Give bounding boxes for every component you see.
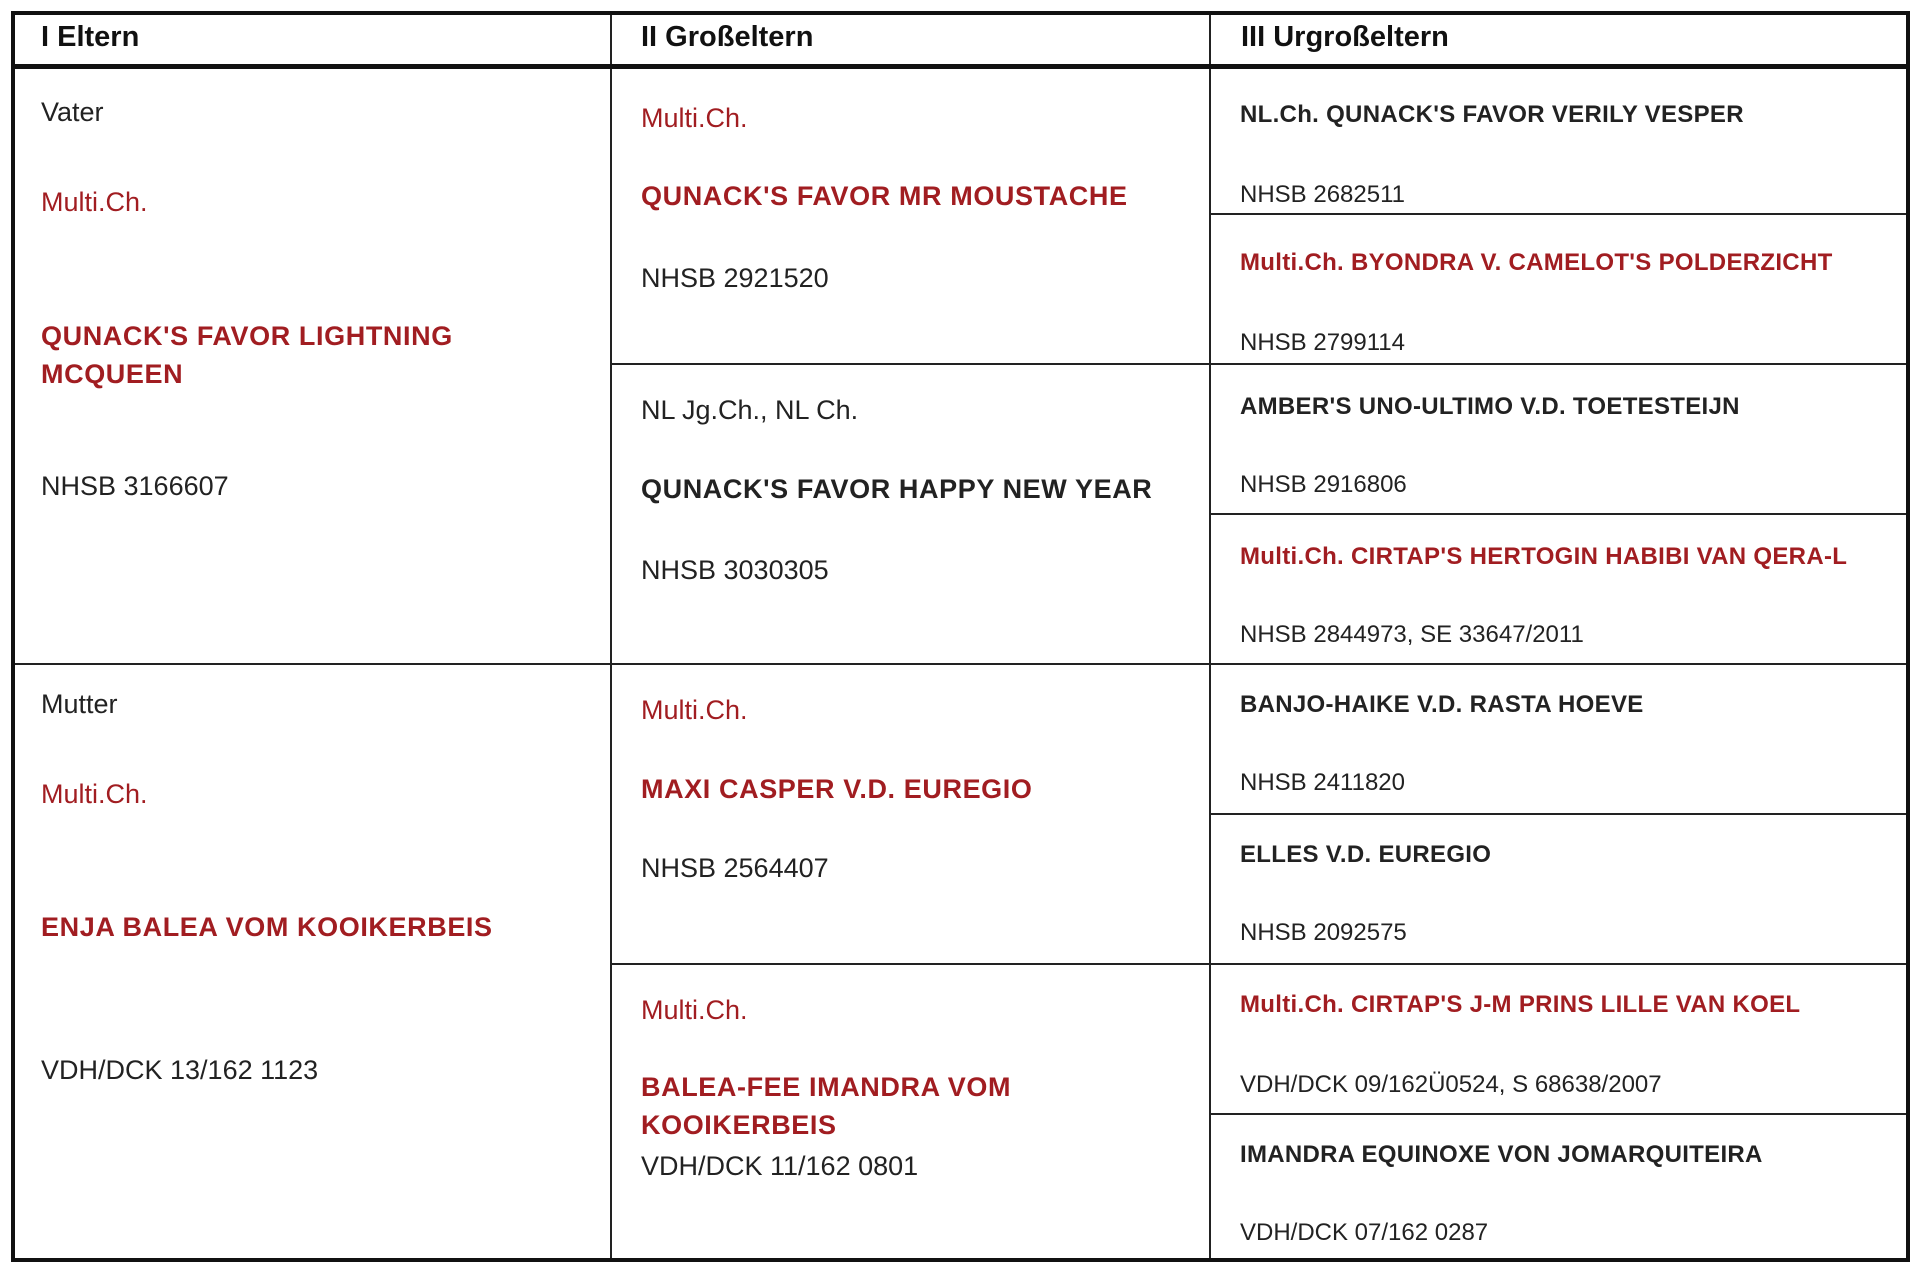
parent-role: Vater: [41, 97, 104, 127]
grandparent-registration: VDH/DCK 11/162 0801: [641, 1151, 919, 1181]
grandparent-title: Multi.Ch.: [641, 695, 748, 725]
title-prefix: Multi.Ch.: [1240, 543, 1345, 570]
great-grandparent-registration: NHSB 2682511: [1240, 181, 1405, 208]
parent-title: Multi.Ch.: [41, 779, 148, 809]
great-grandparent-name: Multi.Ch. CIRTAP'S J-M PRINS LILLE VAN KOEL: [1240, 991, 1801, 1018]
grandparent-name: MAXI CASPER V.D. EUREGIO: [641, 774, 1033, 804]
pedigree-table: [11, 11, 1910, 1262]
grandparent-cell: [612, 965, 1209, 1262]
parent-name: QUNACK'S FAVOR LIGHTNING MCQUEEN: [41, 321, 453, 389]
great-grandparent-cell: [1211, 965, 1906, 1113]
header-eltern: I Eltern: [41, 21, 140, 53]
parent-cell-vater: [15, 69, 610, 663]
great-grandparent-name: ELLES V.D. EUREGIO: [1240, 841, 1492, 868]
great-grandparent-registration: NHSB 2092575: [1240, 919, 1407, 946]
great-grandparent-cell: [1211, 815, 1906, 963]
parent-registration: VDH/DCK 13/162 1123: [41, 1055, 319, 1085]
great-grandparent-cell: [1211, 665, 1906, 813]
grandparent-registration: NHSB 2921520: [641, 263, 829, 293]
parent-title: Multi.Ch.: [41, 187, 148, 217]
grandparent-name: QUNACK'S FAVOR MR MOUSTACHE: [641, 181, 1128, 211]
great-grandparent-name: NL.Ch. QUNACK'S FAVOR VERILY VESPER: [1240, 101, 1744, 128]
parent-role: Mutter: [41, 689, 118, 719]
parent-name: ENJA BALEA VOM KOOIKERBEIS: [41, 912, 493, 942]
grandparent-cell: [612, 69, 1209, 363]
great-grandparent-registration: NHSB 2799114: [1240, 329, 1405, 356]
grandparent-title: Multi.Ch.: [641, 995, 748, 1025]
grandparent-name: BALEA-FEE IMANDRA VOM KOOIKERBEIS: [641, 1072, 1012, 1140]
grandparent-registration: NHSB 2564407: [641, 853, 829, 883]
grandparent-name: QUNACK'S FAVOR HAPPY NEW YEAR: [641, 474, 1153, 504]
great-grandparent-cell: [1211, 69, 1906, 213]
grandparent-cell: [612, 665, 1209, 963]
parent-cell-mutter: [15, 665, 610, 1262]
great-grandparent-registration: NHSB 2411820: [1240, 769, 1405, 796]
great-grandparent-registration: VDH/DCK 07/162 0287: [1240, 1219, 1489, 1246]
great-grandparent-name: AMBER'S UNO-ULTIMO V.D. TOETESTEIJN: [1240, 393, 1740, 420]
great-grandparent-registration: NHSB 2844973, SE 33647/2011: [1240, 621, 1584, 648]
grandparent-registration: NHSB 3030305: [641, 555, 829, 585]
great-grandparent-name: IMANDRA EQUINOXE VON JOMARQUITEIRA: [1240, 1141, 1763, 1168]
parent-registration: NHSB 3166607: [41, 471, 229, 501]
great-grandparent-registration: VDH/DCK 09/162Ü0524, S 68638/2007: [1240, 1071, 1662, 1098]
grandparent-title: NL Jg.Ch., NL Ch.: [641, 395, 859, 425]
header-urgrosseltern: III Urgroßeltern: [1241, 21, 1449, 53]
great-grandparent-name: Multi.Ch. BYONDRA V. CAMELOT'S POLDERZICHT: [1240, 249, 1833, 276]
grandparent-title: Multi.Ch.: [641, 103, 748, 133]
title-prefix: Multi.Ch.: [1240, 991, 1345, 1018]
great-grandparent-name: Multi.Ch. CIRTAP'S HERTOGIN HABIBI VAN QERA-L: [1240, 543, 1848, 570]
header-grosseltern: II Großeltern: [641, 21, 814, 53]
great-grandparent-registration: NHSB 2916806: [1240, 471, 1407, 498]
great-grandparent-cell: [1211, 365, 1906, 513]
grandparent-cell: [612, 365, 1209, 663]
great-grandparent-cell: [1211, 515, 1906, 663]
great-grandparent-name: BANJO-HAIKE V.D. RASTA HOEVE: [1240, 691, 1644, 718]
title-prefix: Multi.Ch.: [1240, 249, 1345, 276]
great-grandparent-cell: [1211, 1115, 1906, 1262]
